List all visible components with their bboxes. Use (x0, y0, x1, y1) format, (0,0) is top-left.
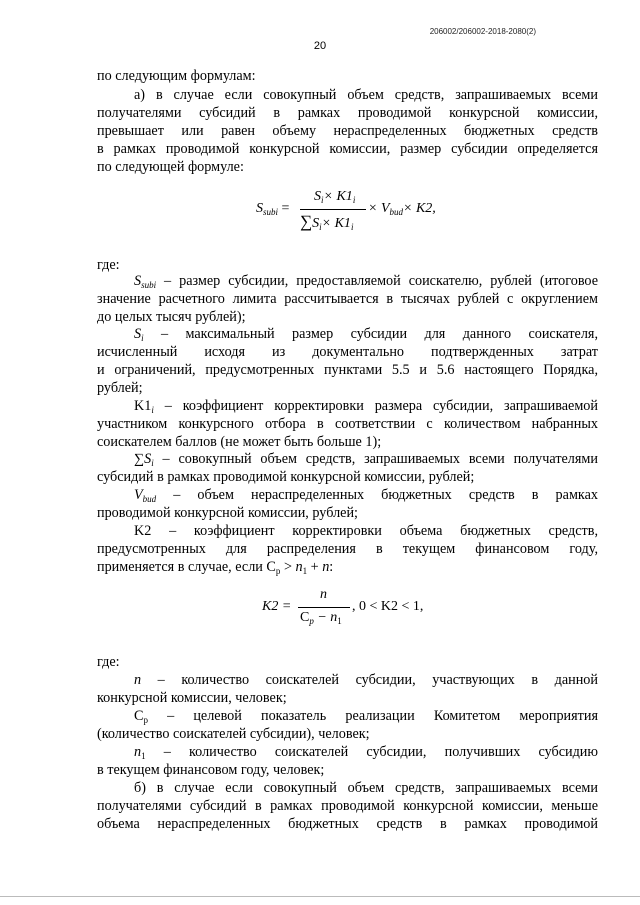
definition-k1: $K1_i$ – коэффициент корректировки размера субсидии, запрашиваемой (134, 398, 598, 415)
formula-lhs-subscript: subi (263, 207, 279, 217)
formula2-den-c: C (300, 610, 310, 625)
formula2-den-rest-sub: 1 (337, 616, 342, 626)
formula-lhs: S (256, 201, 263, 216)
formula-num-sub: i (321, 195, 324, 205)
definition-sum: $\sum S_i$ – совокупный объем средств, запрашиваемых всеми получателями (134, 451, 598, 468)
fraction-bar (300, 209, 366, 210)
text-line: (количество соискателей субсидии), человек; (97, 726, 370, 742)
formula-den-rest: × K1 (321, 216, 351, 231)
subsidy-formula: $S_{subi}$ = $S_i\times K1_i$ $\sum S_i\times K1_i$ × $V_{bud}\times K2$, (256, 189, 436, 232)
formula-numerator: S (314, 189, 321, 204)
text-line: соискателем баллов (не может быть больше 1); (97, 434, 382, 450)
formula-den-sub: i (319, 222, 322, 232)
text-line: в рамках проводимой конкурсной комиссии, размер субсидии определяется (97, 141, 598, 157)
definition-k2: K2 – коэффициент корректировки объема бюджетных средств, (134, 523, 598, 539)
text-line: субсидий в рамках проводимой конкурсной комиссии, рублей; (97, 469, 475, 485)
formula2-den-c-sub: p (309, 616, 314, 626)
text-line: превышает или равен объему нераспределенных бюджетных средств (97, 123, 598, 139)
definition-n: n – количество соискателей субсидии, участвующих в данной (134, 672, 598, 688)
text-line: получателями субсидий в рамках проводимой конкурсной комиссии, меньше (97, 798, 598, 814)
k2-formula (262, 587, 462, 633)
k2-condition: применяется в случае, если $С_p > n_1 + n$: (97, 559, 334, 576)
formula-denominator: S (312, 216, 320, 231)
text-line: по следующим формулам: (97, 68, 256, 84)
formula-den-rest-sub: i (350, 222, 354, 232)
text-line: в текущем финансовом году, человек; (97, 762, 325, 778)
scan-edge (0, 896, 640, 897)
formula2-numerator: n (320, 587, 327, 602)
page-number: 20 (313, 40, 327, 52)
text-line: предусмотренных для распределения в текущем финансовом году, (97, 541, 598, 557)
text-line: рублей; (97, 380, 143, 396)
formula2-den-rest: − n (313, 610, 338, 625)
text-line: б) в случае если совокупный объем средств, запрашиваемых всеми (134, 780, 598, 796)
formula-vbud: × V (368, 201, 390, 216)
text-line: участником конкурсного отбора в соответствии с количеством набранных (97, 416, 598, 432)
text-line: значение расчетного лимита рассчитывается в тысячах рублей с округлением (97, 291, 598, 307)
text-line: получателями субсидий в рамках проводимой конкурсной комиссии, (97, 105, 598, 121)
definition-cp: $С_р$ – целевой показатель реализации Комитетом мероприятия (134, 708, 598, 725)
document-id: 206002/206002-2018-2080(2) (429, 27, 536, 36)
text-line: проводимой конкурсной комиссии, рублей; (97, 505, 358, 521)
formula2-condition: , 0 < K2 < 1, (352, 599, 424, 614)
formula-num-rest-sub: i (352, 195, 356, 205)
text-line: по следующей формуле: (97, 159, 244, 175)
where-label: где: (97, 257, 120, 273)
definition-si: $S_i$ – максимальный размер субсидии для данного соискателя, (134, 326, 598, 343)
definition-vbud: $V_{bud}$ – объем нераспределенных бюджетных средств в рамках (134, 487, 598, 504)
text-line: и ограничений, предусмотренных пунктами 5.5 и 5.6 настоящего Порядка, (97, 362, 598, 378)
formula-num-rest: × K1 (323, 189, 353, 204)
sum-symbol: ∑ (300, 212, 313, 231)
fraction-bar (298, 607, 350, 608)
formula2-lhs: K2 = (262, 599, 292, 614)
text-line: исчисленный исходя из документально подтвержденных затрат (97, 344, 598, 360)
definition-n1: $n_1$ – количество соискателей субсидии, получивших субсидию (134, 744, 598, 761)
where-label: где: (97, 654, 120, 670)
formula-vbud-sub: bud (389, 207, 403, 217)
formula-k2: × K2, (403, 201, 436, 216)
text-line: до целых тысяч рублей); (97, 309, 246, 325)
text-line: объема нераспределенных бюджетных средств в рамках проводимой (97, 816, 598, 832)
text-line: конкурсной комиссии, человек; (97, 690, 287, 706)
definition-ssubi: $S_{subi}$ – размер субсидии, предоставляемой соискателю, рублей (итоговое (134, 273, 598, 290)
text-line: а) в случае если совокупный объем средств, запрашиваемых всеми (134, 87, 598, 103)
